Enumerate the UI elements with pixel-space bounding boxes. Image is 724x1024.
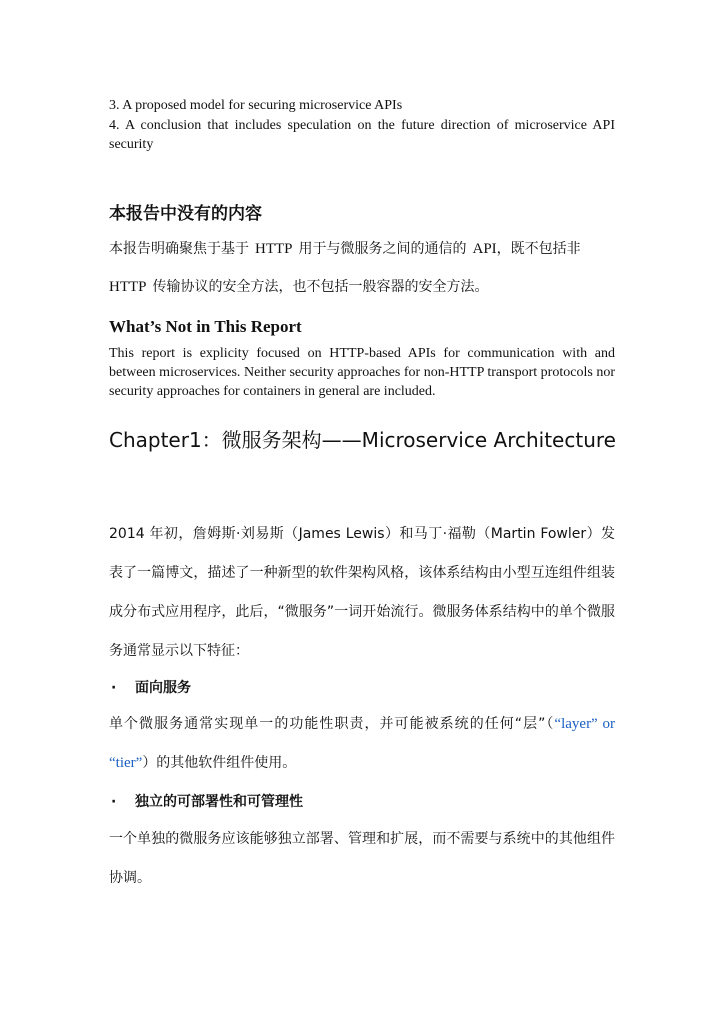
paragraph-zh-http-1: HTTP bbox=[255, 241, 293, 257]
chapter-title: Chapter1：微服务架构——Microservice Architecture bbox=[109, 428, 616, 452]
list-item-3: 3. A proposed model for securing microservice APIs bbox=[109, 98, 403, 113]
bullet-icon: · bbox=[111, 794, 117, 810]
feature-title: 独立的可部署性和可管理性 bbox=[135, 794, 303, 810]
list-item-4: 4. A conclusion that includes speculation on the future direction of microservice API security bbox=[109, 118, 615, 152]
feature-description-text-1: 单个微服务通常实现单一的功能性职责，并可能被系统的任何“层”（ bbox=[109, 716, 555, 732]
section-heading-en: What’s Not in This Report bbox=[109, 317, 302, 336]
bullet-icon: · bbox=[111, 680, 117, 696]
chapter-intro-paragraph: 2014 年初，詹姆斯·刘易斯（James Lewis）和马丁·福勒（Martin Fowler）发表了一篇博文，描述了一种新型的软件架构风格，该体系结构由小型互连组件组装成分布式应用程序，此后，“微服务”一词开始流行。微服务体系结构中的单个微服务通常显示以下特征： bbox=[109, 526, 615, 659]
paragraph-zh-api: API bbox=[472, 241, 497, 257]
paragraph-zh-text-1: 本报告明确聚焦于基于 bbox=[109, 241, 249, 257]
paragraph-zh-text-2: 用于与微服务之间的通信的 bbox=[298, 241, 467, 257]
paragraph-zh-http-2: HTTP bbox=[109, 279, 147, 295]
feature-description-quote: “layer” or “tier” bbox=[109, 716, 615, 771]
feature-description bbox=[109, 705, 615, 783]
paragraph-zh bbox=[109, 230, 615, 306]
paragraph-zh-text-4: 传输协议的安全方法，也不包括一般容器的安全方法。 bbox=[152, 279, 489, 295]
paragraph-zh-text-3: ，既不包括非 bbox=[496, 241, 581, 257]
section-heading-zh: 本报告中没有的内容 bbox=[109, 204, 262, 224]
feature-description: 一个单独的微服务应该能够独立部署、管理和扩展，而不需要与系统中的其他组件协调。 bbox=[109, 831, 615, 886]
paragraph-en: This report is explicity focused on HTTP-based APIs for communication with and between microservices. Neither security approaches for non-HTTP transport protocols nor security approaches for containers in general are included. bbox=[109, 346, 615, 399]
feature-description-text-2: ）的其他软件组件使用。 bbox=[142, 755, 297, 771]
feature-title: 面向服务 bbox=[135, 680, 191, 696]
